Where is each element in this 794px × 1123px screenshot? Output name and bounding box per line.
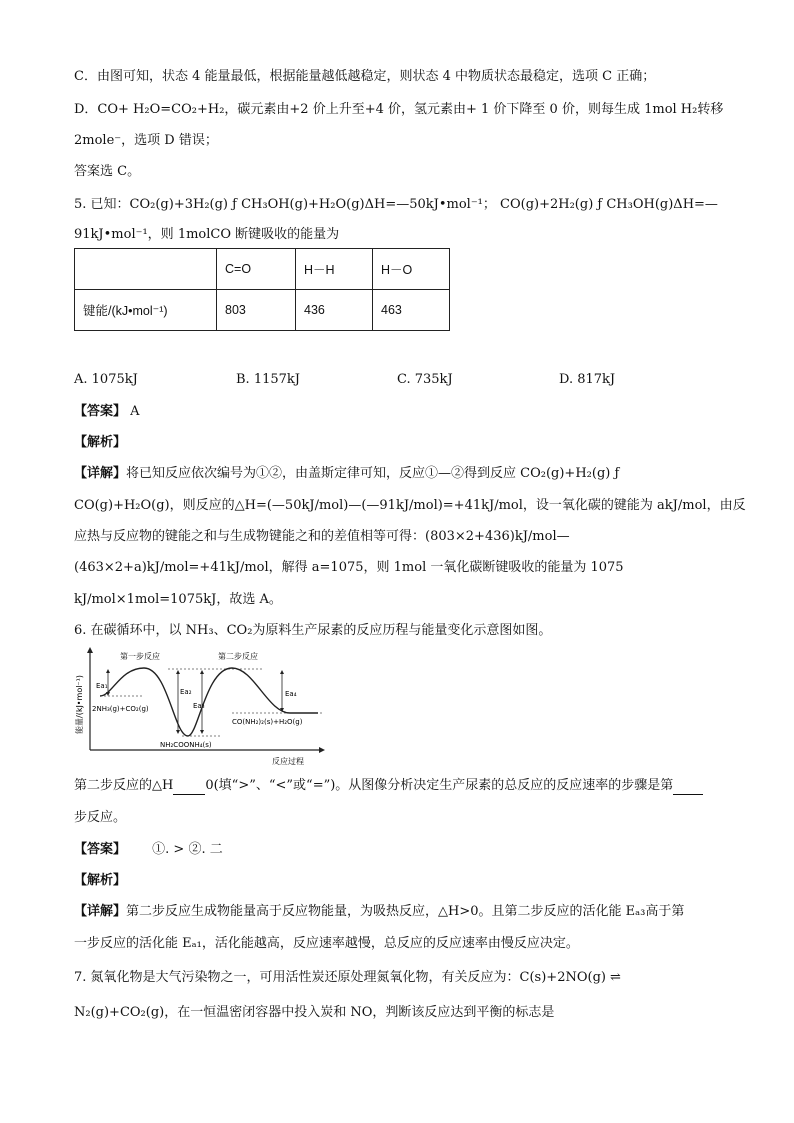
question-7-stem-cont: N₂(g)+CO₂(g)，在一恒温密闭容器中投入炭和 NO，判断该反应达到平衡的标志是 (74, 1005, 555, 1020)
intermediate-label: NH₂COONH₄(s) (160, 741, 212, 749)
ea3-label: Ea₃ (193, 702, 205, 710)
y-axis-label: 能量/(kJ•mol⁻¹) (75, 675, 84, 734)
table-header-cell: H－O (373, 249, 450, 290)
table-header-cell: C=O (217, 249, 296, 290)
step2-label: 第二步反应 (218, 652, 258, 661)
answer-blank[interactable] (673, 780, 703, 795)
table-header-row (75, 249, 450, 290)
question-6-stem: 6. 在碳循环中，以 NH₃、CO₂为原料生产尿素的反应历程与能量变化示意图如图。 (74, 623, 552, 638)
option-c-explanation: C．由图可知，状态 4 能量最低，根据能量越低越稳定，则状态 4 中物质状态最稳定，选项 C 正确； (74, 69, 656, 84)
ea1-label: Ea₁ (96, 682, 108, 690)
detail-6-line-2: 一步反应的活化能 Eₐ₁，活化能越高，反应速率越慢，总反应的反应速率由慢反应决定。 (74, 936, 579, 951)
option-a: A. 1075kJ (74, 372, 138, 387)
option-d: D. 817kJ (559, 372, 616, 387)
table-row (75, 290, 450, 331)
detail-text: 第二步反应生成物能量高于反应物能量，为吸热反应，△H>0。且第二步反应的活化能 Eₐ₃高于第 (126, 904, 685, 919)
question-6-fill-line-2: 步反应。 (74, 810, 127, 825)
detail-5-line-1 (74, 465, 619, 483)
table-header-cell: H－H (296, 249, 373, 290)
question-5-stem-cont: 91kJ•mol⁻¹，则 1molCO 断键吸收的能量为 (74, 227, 340, 242)
detail-label: 【详解】 (74, 466, 127, 481)
stem-text: 7. 氮氧化物是大气污染物之一，可用活性炭还原处理氮氧化物，有关反应为：C(s)+2NO(g) (74, 970, 606, 985)
detail-5-line-5: kJ/mol×1mol=1075kJ，故选 A。 (74, 592, 282, 607)
detail-text: 将已知反应依次编号为①②，由盖斯定律可知，反应①—②得到反应 CO₂(g)+H₂(g) ƒ (126, 466, 620, 481)
x-axis-label: 反应过程 (272, 757, 304, 766)
detail-6-line-1 (74, 903, 684, 921)
detail-label: 【详解】 (74, 904, 127, 919)
answer-summary-4: 答案选 C。 (74, 164, 141, 179)
fill-text: 0(填“>”、“<”或“=”)。从图像分析决定生产尿素的总反应的反应速率的步骤是第 (205, 778, 674, 793)
option-d-explanation: D．CO+ H₂O=CO₂+H₂，碳元素由+2 价上升至+4 价，氢元素由+ 1 价下降至 0 价，则每生成 1mol H₂转移 (74, 102, 724, 117)
detail-5-line-3: 应热与反应物的键能之和与生成物键能之和的差值相等可得：(803×2+436)kJ/mol— (74, 529, 570, 544)
question-6-fill-line (74, 777, 703, 795)
step1-label: 第一步反应 (120, 652, 160, 661)
answer-value: A (130, 404, 140, 419)
answer-value: ①. > ②. 二 (152, 842, 223, 857)
fill-text: 第二步反应的△H (74, 778, 174, 793)
analysis-label-5: 【解析】 (74, 435, 127, 450)
answer-5 (74, 403, 140, 421)
reactants-label: 2NH₃(g)+CO₂(g) (92, 705, 149, 713)
energy-profile-diagram (72, 646, 332, 770)
option-c: C. 735kJ (397, 372, 453, 387)
analysis-label-6: 【解析】 (74, 873, 127, 888)
answer-label: 【答案】 (74, 404, 127, 419)
table-header-cell (75, 249, 217, 290)
option-d-explanation-cont: 2mole⁻，选项 D 错误； (74, 133, 218, 148)
equilibrium-arrow-icon: ⇌ (609, 970, 621, 985)
table-cell: 463 (373, 290, 450, 331)
table-row-label: 键能/(kJ•mol⁻¹) (75, 290, 217, 331)
detail-5-line-4: (463×2+a)kJ/mol=+41kJ/mol，解得 a=1075，则 1mol 一氧化碳断键吸收的能量为 1075 (74, 560, 624, 575)
question-5-stem: 5. 已知：CO₂(g)+3H₂(g) ƒ CH₃OH(g)+H₂O(g)ΔH=—50kJ•mol⁻¹； CO(g)+2H₂(g) ƒ CH₃OH(g)ΔH=— (74, 197, 718, 212)
option-b: B. 1157kJ (236, 372, 300, 387)
answer-blank[interactable] (173, 780, 205, 795)
ea2-label: Ea₂ (180, 688, 192, 696)
detail-5-line-2: CO(g)+H₂O(g)，则反应的△H=(—50kJ/mol)—(—91kJ/mol)=+41kJ/mol，设一氧化碳的键能为 akJ/mol，由反 (74, 498, 746, 513)
answer-6 (74, 841, 223, 859)
table-cell: 436 (296, 290, 373, 331)
products-label: CO(NH₂)₂(s)+H₂O(g) (232, 718, 303, 726)
bond-energy-table (74, 248, 450, 331)
question-7-stem (74, 969, 621, 987)
ea4-label: Ea₄ (285, 690, 297, 698)
answer-label: 【答案】 (74, 842, 127, 857)
table-cell: 803 (217, 290, 296, 331)
